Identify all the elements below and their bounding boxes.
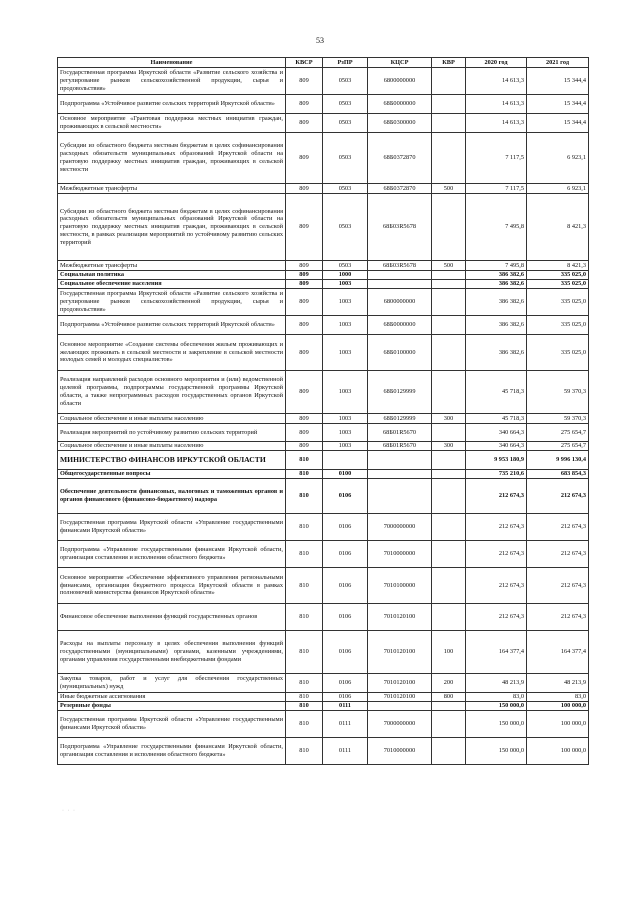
cell-kvsr: 810 <box>286 541 323 568</box>
cell-kvsr: 810 <box>286 514 323 541</box>
table-header-row <box>58 58 589 68</box>
cell-name: Государственная программа Иркутской области «Управление государственными финансами Иркутской области» <box>58 711 286 738</box>
cell-kvsr: 810 <box>286 711 323 738</box>
cell-name: Реализация мероприятий по устойчивому развитию сельских территорий <box>58 424 286 442</box>
cell-kvsr: 809 <box>286 271 323 280</box>
table-row <box>58 95 589 114</box>
cell-name: Закупка товаров, работ и услуг для обеспечения государственных (муниципальных) нужд <box>58 674 286 693</box>
cell-kvr <box>432 738 466 765</box>
table-row <box>58 280 589 289</box>
table-row <box>58 316 589 335</box>
cell-2020: 9 953 180,9 <box>466 451 527 470</box>
cell-2021: 6 923,1 <box>527 184 589 194</box>
cell-rzpr: 1003 <box>323 442 368 451</box>
cell-rzpr: 0106 <box>323 568 368 604</box>
cell-kvr <box>432 95 466 114</box>
cell-2020: 212 674,3 <box>466 514 527 541</box>
table-row <box>58 479 589 514</box>
cell-2021: 275 654,7 <box>527 442 589 451</box>
cell-name: Подпрограмма «Управление государственными финансами Иркутской области, организация составления и исполнения областного бюджета» <box>58 541 286 568</box>
cell-kcsr: 7010100000 <box>368 568 432 604</box>
cell-2021: 8 421,3 <box>527 261 589 271</box>
cell-2021: 48 213,9 <box>527 674 589 693</box>
table-row <box>58 289 589 316</box>
table-row <box>58 261 589 271</box>
cell-name: Основное мероприятие «Грантовая поддержка местных инициатив граждан, проживающих в сельской местности» <box>58 114 286 133</box>
cell-kvr <box>432 371 466 414</box>
cell-kcsr: 68Б03R5678 <box>368 261 432 271</box>
cell-2020: 164 377,4 <box>466 631 527 674</box>
table-row <box>58 371 589 414</box>
table-row <box>58 133 589 184</box>
cell-name: Подпрограмма «Устойчивое развитие сельских территорий Иркутской области» <box>58 316 286 335</box>
cell-kvr: 200 <box>432 674 466 693</box>
cell-kvsr: 809 <box>286 316 323 335</box>
header-kvsr: КВСР <box>286 58 323 68</box>
cell-2020: 48 213,9 <box>466 674 527 693</box>
cell-rzpr: 1003 <box>323 316 368 335</box>
cell-kvr <box>432 133 466 184</box>
cell-rzpr: 0111 <box>323 738 368 765</box>
cell-2020: 386 382,6 <box>466 280 527 289</box>
cell-name: Подпрограмма «Управление государственными финансами Иркутской области, организация составления и исполнения областного бюджета» <box>58 738 286 765</box>
cell-2020: 212 674,3 <box>466 479 527 514</box>
cell-kvsr: 810 <box>286 631 323 674</box>
cell-2021: 212 674,3 <box>527 514 589 541</box>
cell-2020: 7 117,5 <box>466 133 527 184</box>
cell-name: Реализация направлений расходов основного мероприятия и (или) ведомственной целевой программы, подпрограммы государственной программы Иркутской области, а также непрограммных расходов государственных органов Иркутской области <box>58 371 286 414</box>
cell-kcsr: 7010120100 <box>368 604 432 631</box>
table-row <box>58 702 589 711</box>
header-kvr: КВР <box>432 58 466 68</box>
cell-name: Субсидии из областного бюджета местным бюджетам в целях софинансирования расходных обязательств муниципальных образований Иркутской области на грантовую поддержку местных инициатив граждан, проживающих в сельской местности <box>58 133 286 184</box>
page-number: 53 <box>316 36 324 45</box>
cell-kvr <box>432 194 466 261</box>
table-row <box>58 631 589 674</box>
cell-kvsr: 809 <box>286 280 323 289</box>
cell-kcsr: 68Б0372870 <box>368 133 432 184</box>
cell-kvr <box>432 114 466 133</box>
cell-kvsr: 809 <box>286 371 323 414</box>
cell-name: Финансовое обеспечение выполнения функций государственных органов <box>58 604 286 631</box>
budget-table <box>57 57 589 765</box>
cell-kvsr: 810 <box>286 470 323 479</box>
cell-rzpr: 0106 <box>323 604 368 631</box>
cell-rzpr: 1003 <box>323 289 368 316</box>
cell-2021: 335 025,0 <box>527 280 589 289</box>
cell-kvsr: 809 <box>286 184 323 194</box>
table-row <box>58 674 589 693</box>
cell-kvsr: 810 <box>286 604 323 631</box>
cell-rzpr <box>323 451 368 470</box>
cell-kvr: 500 <box>432 184 466 194</box>
cell-2020: 14 613,3 <box>466 114 527 133</box>
cell-kcsr: 68Б03R5678 <box>368 194 432 261</box>
cell-name: Государственная программа Иркутской области «Управление государственными финансами Иркутской области» <box>58 514 286 541</box>
table-row <box>58 271 589 280</box>
table-row <box>58 514 589 541</box>
table-row <box>58 711 589 738</box>
cell-2021: 683 854,3 <box>527 470 589 479</box>
cell-kvsr: 809 <box>286 442 323 451</box>
cell-rzpr: 1000 <box>323 271 368 280</box>
cell-rzpr: 0111 <box>323 711 368 738</box>
cell-name: Социальное обеспечение и иные выплаты населению <box>58 414 286 424</box>
cell-rzpr: 0503 <box>323 194 368 261</box>
cell-kvsr: 809 <box>286 133 323 184</box>
cell-2021: 335 025,0 <box>527 316 589 335</box>
cell-rzpr: 0503 <box>323 261 368 271</box>
cell-2021: 100 000,0 <box>527 711 589 738</box>
cell-2020: 14 613,3 <box>466 95 527 114</box>
cell-kvr: 500 <box>432 261 466 271</box>
cell-2020: 45 718,3 <box>466 414 527 424</box>
table-row <box>58 335 589 371</box>
cell-rzpr: 0503 <box>323 68 368 95</box>
cell-kvr <box>432 541 466 568</box>
cell-2020: 212 674,3 <box>466 568 527 604</box>
table-row <box>58 541 589 568</box>
cell-kcsr: 7010120100 <box>368 674 432 693</box>
cell-2021: 83,0 <box>527 693 589 702</box>
cell-kvsr: 810 <box>286 451 323 470</box>
cell-kvr <box>432 424 466 442</box>
cell-kvr: 300 <box>432 414 466 424</box>
cell-name: МИНИСТЕРСТВО ФИНАНСОВ ИРКУТСКОЙ ОБЛАСТИ <box>58 451 286 470</box>
cell-kcsr <box>368 470 432 479</box>
cell-rzpr: 0106 <box>323 631 368 674</box>
cell-2020: 150 000,0 <box>466 711 527 738</box>
cell-rzpr: 1003 <box>323 424 368 442</box>
header-kcsr: КЦСР <box>368 58 432 68</box>
cell-kcsr: 7010120100 <box>368 631 432 674</box>
cell-name: Подпрограмма «Устойчивое развитие сельских территорий Иркутской области» <box>58 95 286 114</box>
cell-name: Резервные фонды <box>58 702 286 711</box>
table-row <box>58 738 589 765</box>
cell-rzpr: 0106 <box>323 479 368 514</box>
cell-kcsr: 68Б0100000 <box>368 335 432 371</box>
cell-2020: 7 495,8 <box>466 194 527 261</box>
cell-kvsr: 809 <box>286 289 323 316</box>
cell-name: Межбюджетные трансферты <box>58 261 286 271</box>
cell-kvr <box>432 702 466 711</box>
cell-rzpr: 0106 <box>323 674 368 693</box>
cell-kvsr: 810 <box>286 479 323 514</box>
cell-2020: 14 613,3 <box>466 68 527 95</box>
cell-rzpr: 0100 <box>323 470 368 479</box>
cell-kcsr: 68Б0129999 <box>368 371 432 414</box>
cell-kcsr <box>368 479 432 514</box>
cell-kcsr <box>368 271 432 280</box>
cell-2021: 212 674,3 <box>527 604 589 631</box>
cell-kcsr: 6800000000 <box>368 68 432 95</box>
cell-2021: 335 025,0 <box>527 271 589 280</box>
cell-2020: 7 495,8 <box>466 261 527 271</box>
cell-rzpr: 1003 <box>323 280 368 289</box>
cell-rzpr: 0503 <box>323 114 368 133</box>
cell-name: Социальное обеспечение и иные выплаты населению <box>58 442 286 451</box>
cell-rzpr: 0503 <box>323 95 368 114</box>
cell-2021: 335 025,0 <box>527 289 589 316</box>
cell-2020: 7 117,5 <box>466 184 527 194</box>
table-row <box>58 184 589 194</box>
cell-kvr <box>432 470 466 479</box>
cell-name: Расходы на выплаты персоналу в целях обеспечения выполнения функций государственными (муниципальными) органами, казенными учреждениями, органами управления государственными внебюджетными фондами <box>58 631 286 674</box>
table-row <box>58 414 589 424</box>
cell-2021: 6 923,1 <box>527 133 589 184</box>
margin-mark: · · · <box>62 808 76 814</box>
cell-name: Субсидии из областного бюджета местным бюджетам в целях софинансирования расходных обязательств муниципальных образований Иркутской области на грантовую поддержку местных инициатив граждан, проживающих в сельской местности, в рамках реализации мероприятий по устойчивому развитию сельских территорий <box>58 194 286 261</box>
table-row <box>58 568 589 604</box>
table-body <box>58 68 589 765</box>
cell-kcsr: 68Б0300000 <box>368 114 432 133</box>
cell-kcsr <box>368 280 432 289</box>
cell-2020: 386 382,6 <box>466 271 527 280</box>
cell-kcsr: 6800000000 <box>368 289 432 316</box>
table-row <box>58 693 589 702</box>
cell-name: Социальная политика <box>58 271 286 280</box>
cell-kvr <box>432 335 466 371</box>
cell-rzpr: 0111 <box>323 702 368 711</box>
cell-2020: 212 674,3 <box>466 604 527 631</box>
cell-2021: 212 674,3 <box>527 568 589 604</box>
cell-2021: 212 674,3 <box>527 479 589 514</box>
cell-2020: 212 674,3 <box>466 541 527 568</box>
header-2020: 2020 год <box>466 58 527 68</box>
cell-2021: 100 000,0 <box>527 738 589 765</box>
cell-kcsr: 68Б0000000 <box>368 95 432 114</box>
cell-2021: 15 344,4 <box>527 95 589 114</box>
cell-name: Государственная программа Иркутской области «Развитие сельского хозяйства и регулирование рынков сельскохозяйственной продукции, сырья и продовольствия» <box>58 289 286 316</box>
cell-kvsr: 809 <box>286 424 323 442</box>
cell-2020: 150 000,0 <box>466 738 527 765</box>
cell-kvr <box>432 451 466 470</box>
header-name: Наименование <box>58 58 286 68</box>
cell-name: Обеспечение деятельности финансовых, налоговых и таможенных органов и органов финансового (финансово-бюджетного) надзора <box>58 479 286 514</box>
cell-2021: 335 025,0 <box>527 335 589 371</box>
header-rzpr: РзПР <box>323 58 368 68</box>
cell-kcsr: 68Б0129999 <box>368 414 432 424</box>
cell-2020: 340 664,3 <box>466 442 527 451</box>
cell-2020: 83,0 <box>466 693 527 702</box>
cell-kvr <box>432 289 466 316</box>
table-row <box>58 470 589 479</box>
cell-kcsr <box>368 451 432 470</box>
cell-kvsr: 809 <box>286 68 323 95</box>
cell-rzpr: 0106 <box>323 693 368 702</box>
cell-kvr: 800 <box>432 693 466 702</box>
cell-kvr <box>432 68 466 95</box>
cell-2021: 59 370,3 <box>527 371 589 414</box>
cell-kcsr: 7010120100 <box>368 693 432 702</box>
cell-kcsr: 68Б01R5670 <box>368 442 432 451</box>
cell-kvr <box>432 271 466 280</box>
cell-kvr: 300 <box>432 442 466 451</box>
cell-rzpr: 0106 <box>323 541 368 568</box>
cell-name: Основное мероприятие «Обеспечение эффективного управления региональными финансами, организация бюджетного процесса Иркутской области в рамках полномочий министерства финансов Иркутской области» <box>58 568 286 604</box>
cell-kvsr: 809 <box>286 194 323 261</box>
cell-2020: 386 382,6 <box>466 335 527 371</box>
cell-name: Социальное обеспечение населения <box>58 280 286 289</box>
cell-name: Общегосударственные вопросы <box>58 470 286 479</box>
cell-kvr <box>432 514 466 541</box>
cell-2021: 212 674,3 <box>527 541 589 568</box>
cell-kvsr: 810 <box>286 702 323 711</box>
cell-name: Основное мероприятие «Создание системы обеспечения жильем проживающих и желающих проживать в сельской местности и закрепление в сельской местности молодых семей и молодых специалистов» <box>58 335 286 371</box>
cell-kvsr: 809 <box>286 414 323 424</box>
cell-kvr <box>432 604 466 631</box>
cell-2021: 15 344,4 <box>527 68 589 95</box>
cell-kcsr: 7000000000 <box>368 711 432 738</box>
cell-kvsr: 810 <box>286 568 323 604</box>
cell-2021: 8 421,3 <box>527 194 589 261</box>
header-2021: 2021 год <box>527 58 589 68</box>
cell-rzpr: 1003 <box>323 371 368 414</box>
cell-kvsr: 809 <box>286 335 323 371</box>
cell-kvr <box>432 479 466 514</box>
cell-rzpr: 1003 <box>323 414 368 424</box>
table-row <box>58 194 589 261</box>
cell-rzpr: 0503 <box>323 133 368 184</box>
table-row <box>58 424 589 442</box>
cell-kcsr: 7010000000 <box>368 738 432 765</box>
cell-2021: 59 370,3 <box>527 414 589 424</box>
cell-2020: 340 664,3 <box>466 424 527 442</box>
cell-name: Иные бюджетные ассигнования <box>58 693 286 702</box>
cell-kvsr: 810 <box>286 738 323 765</box>
cell-2020: 45 718,3 <box>466 371 527 414</box>
cell-kvsr: 809 <box>286 261 323 271</box>
cell-2020: 735 210,6 <box>466 470 527 479</box>
cell-2021: 15 344,4 <box>527 114 589 133</box>
table-row <box>58 451 589 470</box>
table-row <box>58 604 589 631</box>
cell-rzpr: 0106 <box>323 514 368 541</box>
cell-kcsr: 68Б01R5670 <box>368 424 432 442</box>
cell-kvsr: 809 <box>286 95 323 114</box>
cell-rzpr: 1003 <box>323 335 368 371</box>
cell-rzpr: 0503 <box>323 184 368 194</box>
cell-2021: 100 000,0 <box>527 702 589 711</box>
cell-kvsr: 810 <box>286 674 323 693</box>
cell-2020: 150 000,0 <box>466 702 527 711</box>
table-row <box>58 442 589 451</box>
cell-kcsr: 68Б0000000 <box>368 316 432 335</box>
cell-kvsr: 809 <box>286 114 323 133</box>
cell-name: Государственная программа Иркутской области «Развитие сельского хозяйства и регулирование рынков сельскохозяйственной продукции, сырья и продовольствия» <box>58 68 286 95</box>
cell-name: Межбюджетные трансферты <box>58 184 286 194</box>
table-row <box>58 114 589 133</box>
cell-kvr: 100 <box>432 631 466 674</box>
table-row <box>58 68 589 95</box>
cell-kcsr: 7000000000 <box>368 514 432 541</box>
cell-2020: 386 382,6 <box>466 316 527 335</box>
cell-2021: 164 377,4 <box>527 631 589 674</box>
cell-2021: 275 654,7 <box>527 424 589 442</box>
cell-kcsr: 68Б0372870 <box>368 184 432 194</box>
cell-kcsr <box>368 702 432 711</box>
cell-kvr <box>432 568 466 604</box>
cell-kcsr: 7010000000 <box>368 541 432 568</box>
cell-2020: 386 382,6 <box>466 289 527 316</box>
cell-kvsr: 810 <box>286 693 323 702</box>
cell-2021: 9 996 130,4 <box>527 451 589 470</box>
cell-kvr <box>432 280 466 289</box>
cell-kvr <box>432 316 466 335</box>
cell-kvr <box>432 711 466 738</box>
